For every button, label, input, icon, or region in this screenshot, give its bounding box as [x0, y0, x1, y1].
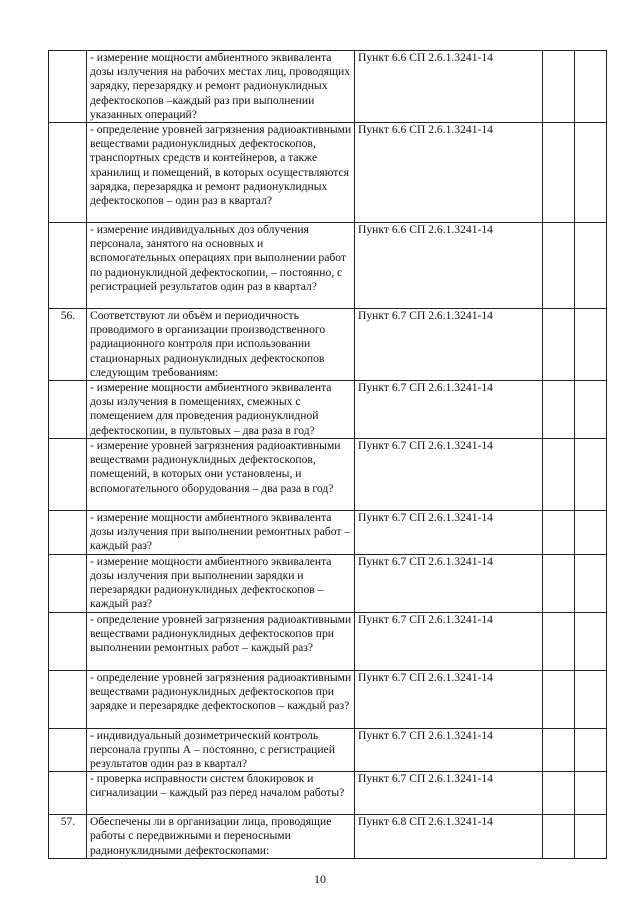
answer-cell-yes[interactable]: [543, 511, 575, 555]
answer-cell-no[interactable]: [575, 815, 607, 859]
answer-cell-yes[interactable]: [543, 309, 575, 381]
normative-reference: Пункт 6.7 СП 2.6.1.3241-14: [355, 309, 543, 381]
requirement-text: - измерение мощности амбиентного эквивалента дозы излучения при выполнении зарядки и перезарядки радионуклидных дефектоскопов – каждый раз?: [87, 554, 355, 612]
requirement-text: - измерение уровней загрязнения радиоактивными веществами радионуклидных дефектоскопов, помещений, в которых они установлены, и вспомогательного оборудования – два раза в год?: [87, 439, 355, 511]
row-number: 56.: [49, 309, 87, 381]
row-number: [49, 772, 87, 815]
answer-cell-no[interactable]: [575, 309, 607, 381]
row-number: [49, 554, 87, 612]
table-row: [49, 309, 607, 381]
normative-reference: Пункт 6.6 СП 2.6.1.3241-14: [355, 223, 543, 309]
table-row: [49, 728, 607, 772]
answer-cell-no[interactable]: [575, 51, 607, 123]
table-row: [49, 381, 607, 439]
answer-cell-no[interactable]: [575, 511, 607, 555]
answer-cell-no[interactable]: [575, 670, 607, 728]
document-page: [48, 50, 606, 859]
normative-reference: Пункт 6.7 СП 2.6.1.3241-14: [355, 670, 543, 728]
row-number: [49, 51, 87, 123]
row-number: [49, 511, 87, 555]
normative-reference: Пункт 6.7 СП 2.6.1.3241-14: [355, 554, 543, 612]
normative-reference: Пункт 6.7 СП 2.6.1.3241-14: [355, 772, 543, 815]
answer-cell-no[interactable]: [575, 439, 607, 511]
answer-cell-yes[interactable]: [543, 51, 575, 123]
requirement-text: - определение уровней загрязнения радиоактивными веществами радионуклидных дефектоскопов, транспортных средств и контейнеров, а также хранилищ и помещений, в которых осуществляются зарядка, перезарядка и ремонт радионуклидных дефектоскопов – один раз в квартал?: [87, 123, 355, 223]
normative-reference: Пункт 6.6 СП 2.6.1.3241-14: [355, 51, 543, 123]
table-row: [49, 772, 607, 815]
requirement-text: - измерение мощности амбиентного эквивалента дозы излучения на рабочих местах лиц, проводящих зарядку, перезарядку и ремонт радионуклидных дефектоскопов –каждый раз при выполнении указанных операций?: [87, 51, 355, 123]
requirement-text: - индивидуальный дозиметрический контроль персонала группы А – постоянно, с регистрацией результатов один раз в квартал?: [87, 728, 355, 772]
normative-reference: Пункт 6.7 СП 2.6.1.3241-14: [355, 511, 543, 555]
answer-cell-no[interactable]: [575, 728, 607, 772]
table-row: [49, 123, 607, 223]
table-row: [49, 51, 607, 123]
answer-cell-yes[interactable]: [543, 728, 575, 772]
answer-cell-yes[interactable]: [543, 772, 575, 815]
answer-cell-yes[interactable]: [543, 381, 575, 439]
table-row: [49, 223, 607, 309]
row-number: [49, 612, 87, 670]
table-row: [49, 815, 607, 859]
answer-cell-yes[interactable]: [543, 670, 575, 728]
answer-cell-yes[interactable]: [543, 612, 575, 670]
row-number: [49, 123, 87, 223]
requirement-text: Обеспечены ли в организации лица, проводящие работы с передвижными и переносными радионуклидными дефектоскопами:: [87, 815, 355, 859]
requirement-text: - проверка исправности систем блокировок и сигнализации – каждый раз перед началом работы?: [87, 772, 355, 815]
table-row: [49, 554, 607, 612]
table-row: [49, 670, 607, 728]
answer-cell-yes[interactable]: [543, 815, 575, 859]
table-row: [49, 511, 607, 555]
requirement-text: - определение уровней загрязнения радиоактивными веществами радионуклидных дефектоскопов при зарядке и перезарядке дефектоскопов – каждый раз?: [87, 670, 355, 728]
normative-reference: Пункт 6.7 СП 2.6.1.3241-14: [355, 728, 543, 772]
requirement-text: - измерение мощности амбиентного эквивалента дозы излучения при выполнении ремонтных работ – каждый раз?: [87, 511, 355, 555]
row-number: [49, 439, 87, 511]
requirement-text: - измерение мощности амбиентного эквивалента дозы излучения в помещениях, смежных с помещением для проведения радионуклидной дефектоскопии, в пультовых – два раза в год?: [87, 381, 355, 439]
page-number: 10: [314, 872, 326, 886]
normative-reference: Пункт 6.6 СП 2.6.1.3241-14: [355, 123, 543, 223]
answer-cell-yes[interactable]: [543, 223, 575, 309]
row-number: [49, 670, 87, 728]
normative-reference: Пункт 6.7 СП 2.6.1.3241-14: [355, 612, 543, 670]
normative-reference: Пункт 6.8 СП 2.6.1.3241-14: [355, 815, 543, 859]
answer-cell-no[interactable]: [575, 612, 607, 670]
requirement-text: - определение уровней загрязнения радиоактивными веществами радионуклидных дефектоскопов при выполнении ремонтных работ – каждый раз?: [87, 612, 355, 670]
checklist-body: [49, 51, 607, 859]
answer-cell-no[interactable]: [575, 381, 607, 439]
table-row: [49, 612, 607, 670]
answer-cell-no[interactable]: [575, 554, 607, 612]
requirement-text: Соответствуют ли объём и периодичность проводимого в организации производственного радиационного контроля при использовании стационарных радионуклидных дефектоскопов следующим требованиям:: [87, 309, 355, 381]
row-number: [49, 381, 87, 439]
normative-reference: Пункт 6.7 СП 2.6.1.3241-14: [355, 381, 543, 439]
normative-reference: Пункт 6.7 СП 2.6.1.3241-14: [355, 439, 543, 511]
answer-cell-no[interactable]: [575, 772, 607, 815]
answer-cell-yes[interactable]: [543, 123, 575, 223]
row-number: [49, 223, 87, 309]
answer-cell-yes[interactable]: [543, 554, 575, 612]
checklist-table: [48, 50, 607, 859]
answer-cell-no[interactable]: [575, 223, 607, 309]
requirement-text: - измерение индивидуальных доз облучения персонала, занятого на основных и вспомогательных операциях при выполнении работ по радионуклидной дефектоскопии, – постоянно, с регистрацией результатов один раз в квартал?: [87, 223, 355, 309]
table-row: [49, 439, 607, 511]
answer-cell-no[interactable]: [575, 123, 607, 223]
answer-cell-yes[interactable]: [543, 439, 575, 511]
row-number: [49, 728, 87, 772]
row-number: 57.: [49, 815, 87, 859]
